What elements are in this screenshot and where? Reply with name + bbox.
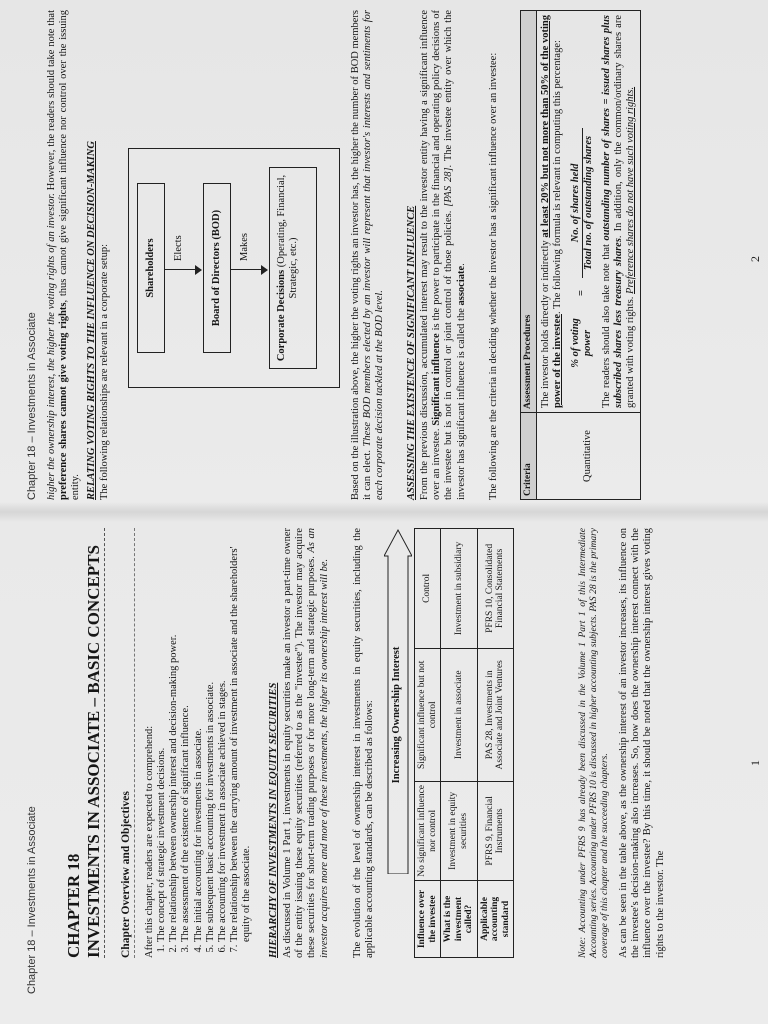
proc-text: The investor holds directly or indirectly	[539, 237, 551, 408]
table-cell: Investment in subsidiary	[441, 529, 478, 649]
hierarchy-heading: HIERARCHY OF INVESTMENTS IN EQUITY SECURITIES	[268, 682, 279, 958]
decisions-rest: (Operating, Financial, Strategic, etc.)	[276, 174, 299, 299]
row-header: What is the investment called?	[441, 881, 478, 958]
chapter-number: CHAPTER 18	[64, 853, 83, 958]
assessing-paragraph	[419, 10, 468, 500]
assessing-text: From the previous discussion, accumulated interest may result to the investor entity having a significant influence over an investee.	[419, 10, 443, 500]
corporate-diagram	[128, 148, 340, 388]
table-cell: PFRS 10, Consolidated Financial Statements	[477, 529, 514, 649]
opening-paragraph	[46, 10, 83, 500]
objectives-list	[156, 522, 254, 958]
closing-paragraph: As can be seen in the table above, as the ownership interest of an investor increases, its influence on the investee's decision-making also increases. So, how does the ownership interest connect with the influence over the investee? By this time, it should be noted that the ownership interest gives voting rights to the investor. The	[618, 528, 666, 958]
hierarchy-paragraph	[282, 528, 331, 958]
procedures-header: Assessment Procedures	[521, 11, 537, 413]
hierarchy-emphasis: As an investor acquires more and more of these investments, the higher its ownership interest will be.	[306, 528, 330, 958]
assessing-heading: ASSESSING THE EXISTENCE OF SIGNIFICANT INFLUENCE	[406, 205, 417, 500]
arrow-head-2	[261, 265, 268, 275]
shareholders-box: Shareholders	[137, 183, 165, 353]
quantitative-cell: Quantitative	[536, 413, 640, 500]
proc-text-3: The readers should also take note that	[600, 240, 612, 408]
objective-item: 5. The subsequent basic accounting for investments in associate.	[205, 522, 217, 942]
row-header: Influence over the investee	[415, 881, 441, 958]
pas28-ref: [PAS 28]	[443, 167, 455, 207]
elects-label: Elects	[173, 235, 184, 261]
evolution-paragraph: The evolution of the level of ownership interest in investments in equity securities, including the applicable accounting standards, can be described as follows:	[352, 528, 376, 958]
overview-intro: After this chapter, readers are expected to comprehend:	[144, 725, 155, 958]
criteria-intro: The following are the criteria in deciding whether the investor has a significant influence over an investee:	[488, 52, 499, 500]
overview-rule	[134, 528, 135, 958]
assessing-definition: is the power to participate in the financial and operating policy decisions of the investee but is not in control or joint control of those policies.	[431, 10, 455, 500]
objective-item: 1. The concept of strategic investment decisions.	[156, 522, 168, 942]
arrow-line-2	[230, 269, 264, 270]
significant-influence-term: Significant influence	[431, 333, 443, 426]
table-cell: PFRS 9, Financial Instruments	[477, 781, 514, 880]
based-paragraph	[350, 10, 387, 500]
table-cell: Significant influence but not control	[415, 648, 441, 781]
proc-text-4: . In addition, only the common/ordinary shares are granted with voting rights.	[612, 15, 636, 408]
procedures-cell	[536, 11, 640, 413]
objective-item: 6. The accounting for investment in associate achieved in stages.	[217, 522, 229, 942]
formula-numerator: No. of shares held	[570, 128, 583, 278]
running-head: Chapter 18 – Investments in Associate	[26, 806, 38, 994]
proc-threshold: at least 20% but not more than 50% of the voting power of the investee	[539, 15, 563, 408]
based-text-italic: These BOD members elected by an investor will represent that investor's interests and sentiments for each corporate decision tackled at the BOD level.	[362, 10, 386, 500]
formula-denominator: Total no. of outstanding shares	[582, 135, 594, 270]
hierarchy-text: As discussed in Volume 1 Part 1, investments in equity securities make an investor a part-time owner of the entity issuing these equity securities (referred to as the "investee"). The investor may acquire these securities for short-term trading purposes or for more long-term and strategic purposes.	[282, 528, 318, 958]
outstanding-definition: outstanding number of shares = issued shares plus subscribed shares less treasury shares	[600, 15, 624, 408]
voting-power-formula	[570, 15, 595, 378]
arrow-label: Increasing Ownership Interest	[391, 646, 402, 784]
table-cell: Investment in equity securities	[441, 781, 478, 880]
table-row	[441, 529, 478, 958]
running-head: Chapter 18 – Investments in Associate	[26, 312, 38, 500]
objective-item: 3. The assessment of the existence of significant influence.	[180, 522, 192, 942]
table-cell: Control	[415, 529, 441, 649]
objective-item: 2. The relationship between ownership interest and decision-making power.	[168, 522, 180, 942]
title-rule	[104, 528, 105, 958]
table-cell: PAS 28, Investments in Associate and Joint Ventures	[477, 648, 514, 781]
proc-text-2: . The following formula is relevant in computing this percentage:	[551, 40, 563, 314]
ownership-table	[414, 528, 514, 958]
associate-term: associate	[455, 265, 467, 306]
objective-item: 7. The relationship between the carrying amount of investment in associate and the shareholders' equity of the associate.	[229, 522, 253, 942]
based-text: Based on the illustration above, the higher the voting rights an investor has, the higher the number of BOD members it can elect.	[350, 10, 374, 500]
assessing-end: .	[455, 263, 467, 266]
opening-text-end: , thus cannot give significant influence nor control over the issuing entity.	[58, 10, 82, 500]
opening-text-bold: preference shares cannot give voting rights	[58, 302, 70, 500]
page-1	[0, 519, 768, 1024]
overview-heading: Chapter Overview and Objectives	[120, 791, 132, 958]
formula-lhs: % of voting power	[570, 318, 593, 368]
decisions-bold: Corporate Decisions	[276, 269, 287, 362]
relating-intro: The following relationships are relevant in a corporate setup:	[99, 244, 110, 500]
opening-text: However, the readers should take note that	[46, 10, 57, 191]
makes-label: Makes	[239, 233, 250, 261]
opening-text-italic: higher the ownership interest, the higher the voting rights of an investor.	[46, 190, 57, 500]
page-number: 2	[748, 256, 762, 262]
decisions-box	[269, 167, 317, 369]
note: Note: Accounting under PFRS 9 has already been discussed in the Volume 1 Part 1 of this Intermediate Accounting series. Accounting under PFRS 10 is discussed in higher accounting subjects. PAS 28 is the primary coverage of this chapter and the succeeding chapters.	[578, 528, 610, 958]
table-row	[415, 529, 441, 958]
bod-box: Board of Directors (BOD)	[203, 183, 231, 353]
row-header: Applicable accounting standard	[477, 881, 514, 958]
table-cell: No significant influence nor control	[415, 781, 441, 880]
criteria-header: Criteria	[521, 413, 537, 500]
formula-fraction	[570, 128, 595, 278]
criteria-table	[520, 10, 641, 500]
table-cell: Investment in associate	[441, 648, 478, 781]
table-row	[477, 529, 514, 958]
arrow-line-1	[164, 269, 198, 270]
relating-heading: RELATING VOTING RIGHTS TO THE INFLUENCE ON DECISION-MAKING	[86, 141, 97, 500]
arrow-head-1	[195, 265, 202, 275]
page-number: 1	[748, 760, 762, 766]
objective-item: 4. The initial accounting for investments in associate.	[193, 522, 205, 942]
formula-equals: =	[576, 290, 587, 296]
preference-note: Preference shares do not have such voting rights.	[624, 86, 636, 294]
assessing-text-2: . The investee entity over which the investor has significant influence is called the	[443, 9, 467, 500]
chapter-title: INVESTMENTS IN ASSOCIATE – BASIC CONCEPTS	[84, 545, 103, 958]
